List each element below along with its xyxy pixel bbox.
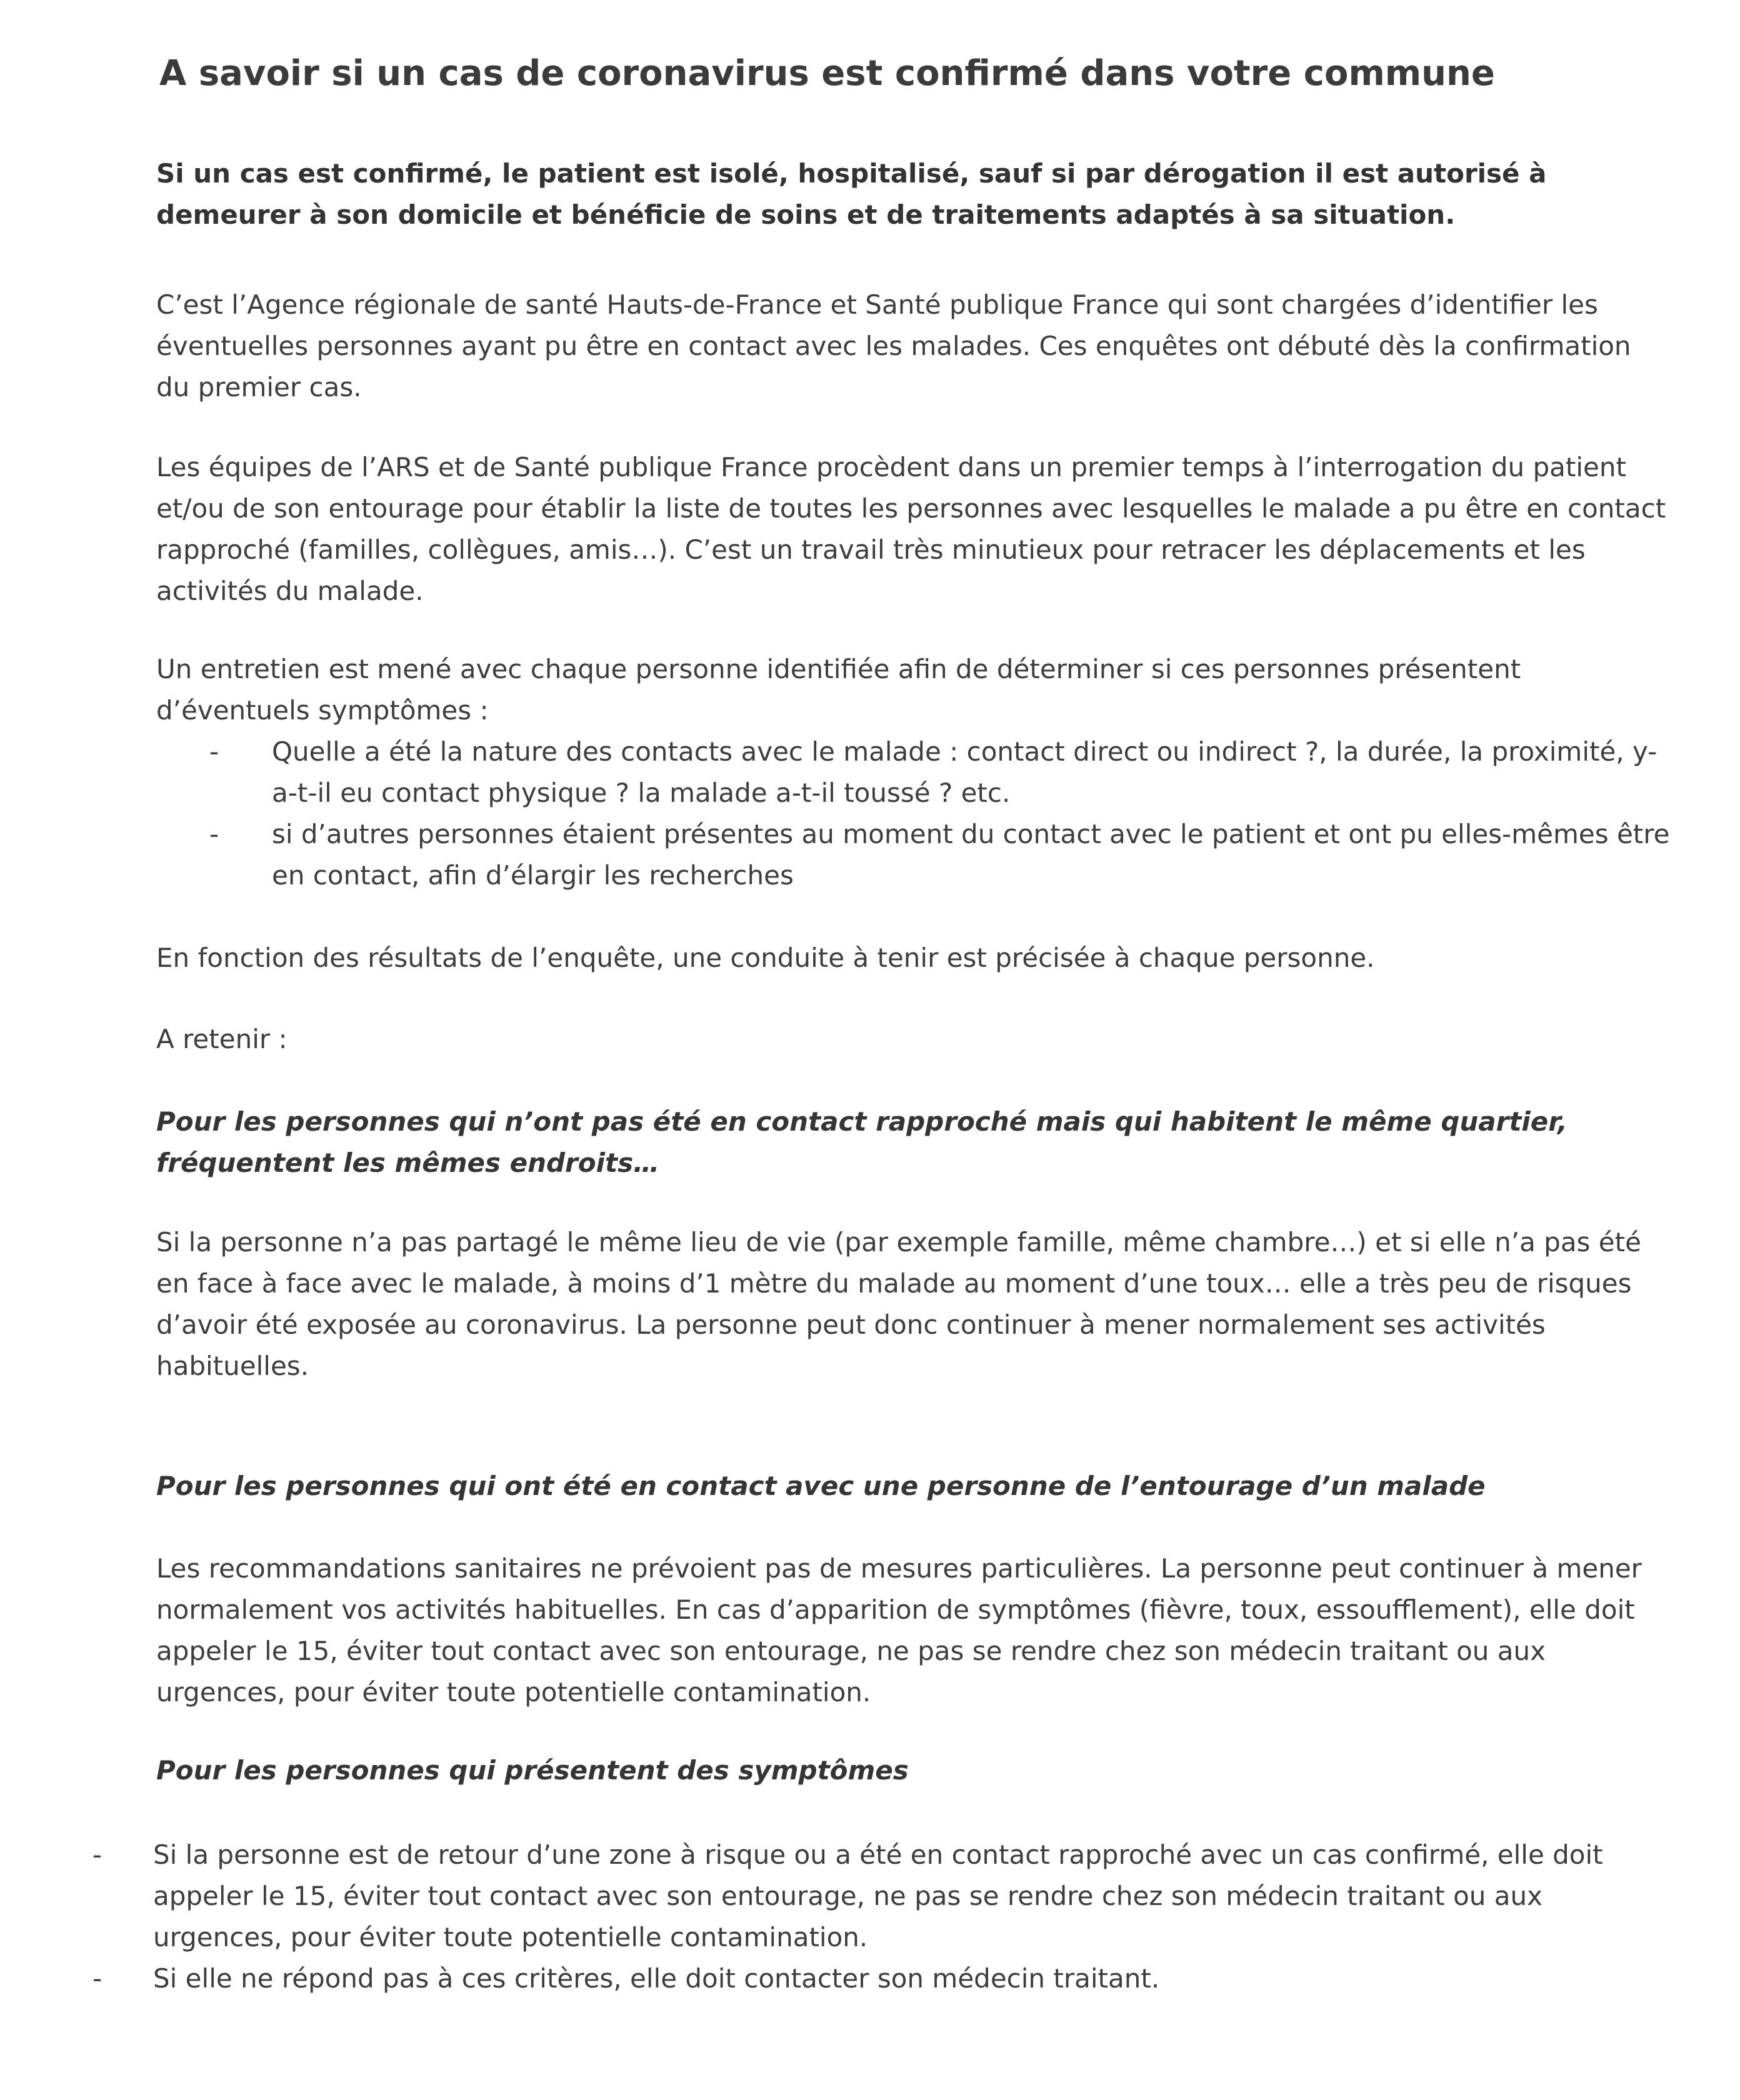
heading-symptoms: Pour les personnes qui présentent des symptômes <box>156 1755 909 1786</box>
intro-paragraph: Si un cas est confirmé, le patient est isolé, hospitalisé, sauf si par dérogation il est autorisé à demeurer à son domicile et bénéficie de soins et de traitements adaptés à sa situation. <box>156 158 1547 230</box>
results-paragraph: En fonction des résultats de l’enquête, une conduite à tenir est précisée à chaque personne. <box>156 942 1375 973</box>
teams-paragraph: Les équipes de l’ARS et de Santé publique France procèdent dans un premier temps à l’interrogation du patient et/ou de son entourage pour établir la liste de toutes les personnes avec lesquelles le malade a pu être en contact rapproché (familles, collègues, amis…). C’est un travail très minutieux pour retracer les déplacements et les activités du malade. <box>156 452 1666 606</box>
interview-bullet-2: si d’autres personnes étaient présentes au moment du contact avec le patient et ont pu elles-mêmes être en contact, afin d’élargir les recherches <box>272 819 1670 891</box>
symptom-bullet-1: Si la personne est de retour d’une zone à risque ou a été en contact rapproché avec un cas confirmé, elle doit appeler le 15, éviter tout contact avec son entourage, ne pas se rendre chez son médecin traitant ou aux urgences, pour éviter toute potentielle contamination. <box>153 1839 1603 1952</box>
interview-paragraph: Un entretien est mené avec chaque personne identifiée afin de déterminer si ces personnes présentent d’éventuels symptômes : <box>156 654 1521 726</box>
retenir-label: A retenir : <box>156 1024 288 1054</box>
document-title: A savoir si un cas de coronavirus est confirmé dans votre commune <box>159 53 1495 94</box>
bullet-dash: - <box>92 1963 102 1994</box>
interview-bullet-1: Quelle a été la nature des contacts avec le malade : contact direct ou indirect ?, la durée, la proximité, y-a-t-il eu contact physique ? la malade a-t-il toussé ? etc. <box>272 736 1658 808</box>
entourage-paragraph: Les recommandations sanitaires ne prévoient pas de mesures particulières. La personne peut continuer à mener normalement vos activités habituelles. En cas d’apparition de symptômes (fièvre, toux, essoufflement), elle doit appeler le 15, éviter tout contact avec son entourage, ne pas se rendre chez son médecin traitant ou aux urgences, pour éviter toute potentielle contamination. <box>156 1553 1642 1708</box>
bullet-dash: - <box>209 819 219 849</box>
heading-no-contact: Pour les personnes qui n’ont pas été en contact rapproché mais qui habitent le même quartier, fréquentent les mêmes endroits… <box>156 1106 1568 1178</box>
symptom-bullet-2: Si elle ne répond pas à ces critères, elle doit contacter son médecin traitant. <box>153 1963 1160 1994</box>
bullet-dash: - <box>92 1839 102 1870</box>
agency-paragraph: C’est l’Agence régionale de santé Hauts-de-France et Santé publique France qui sont chargées d’identifier les éventuelles personnes ayant pu être en contact avec les malades. Ces enquêtes ont débuté dès la confirmation du premier cas. <box>156 289 1631 402</box>
heading-entourage: Pour les personnes qui ont été en contact avec une personne de l’entourage d’un malade <box>156 1471 1486 1501</box>
bullet-dash: - <box>209 736 219 767</box>
no-contact-paragraph: Si la personne n’a pas partagé le même lieu de vie (par exemple famille, même chambre…) et si elle n’a pas été en face à face avec le malade, à moins d’1 mètre du malade au moment d’une toux… elle a très peu de risques d’avoir été exposée au coronavirus. La personne peut donc continuer à mener normalement ses activités habituelles. <box>156 1227 1641 1381</box>
